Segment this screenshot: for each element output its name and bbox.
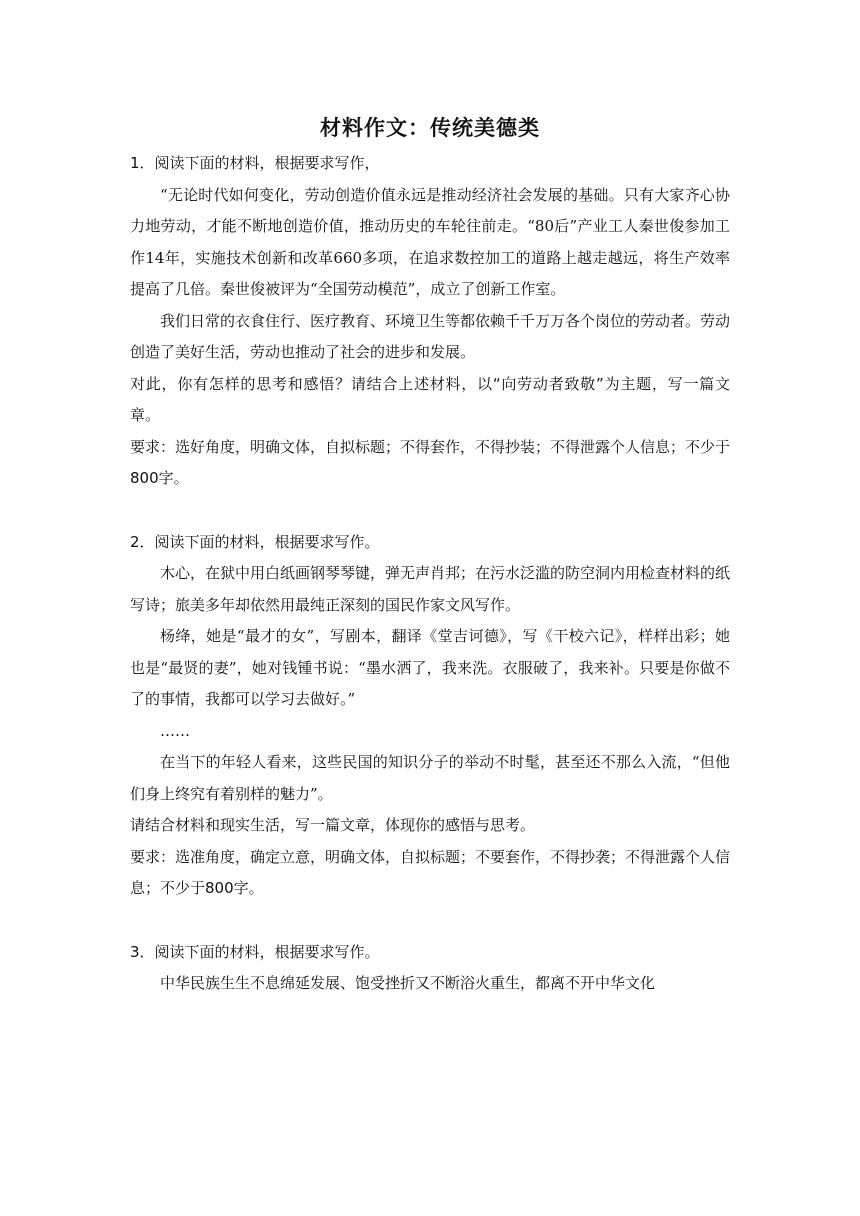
question-2-requirements: 要求：选准角度，确定立意，明确文体，自拟标题；不要套作，不得抄袭；不得泄露个人信息；不少于800字。 xyxy=(130,847,731,897)
question-1 xyxy=(130,148,730,495)
section-gap xyxy=(130,495,730,527)
section-gap xyxy=(130,905,730,937)
page-title: 材料作文：传统美德类 xyxy=(320,116,540,140)
question-2-material-paragraph: 杨绛，她是“最才的女”，写剧本，翻译《堂吉诃德》，写《干校六记》，样样出彩；她也是“最贤的妻”，她对钱锺书说：“墨水洒了，我来洗。衣服破了，我来补。只要是你做不了的事情，我都可以学习去做好。” xyxy=(130,627,730,708)
question-1-requirements: 要求：选好角度，明确文体，自拟标题；不得套作，不得抄装；不得泄露个人信息；不少于800字。 xyxy=(130,437,731,487)
document-page xyxy=(130,112,730,1000)
question-3 xyxy=(130,937,730,1000)
question-2-material-paragraph: 木心，在狱中用白纸画钢琴琴键，弹无声肖邦；在污水泛滥的防空洞内用检查材料的纸写诗；旅美多年却依然用最纯正深刻的国民作家文风写作。 xyxy=(130,564,731,614)
question-1-heading: 1．阅读下面的材料，根据要求写作， xyxy=(130,154,380,172)
question-2-heading: 2．阅读下面的材料，根据要求写作。 xyxy=(130,532,380,551)
question-1-material-paragraph: 我们日常的衣食住行、医疗教育、环境卫生等都依赖千千万万各个岗位的劳动者。劳动创造了美好生活，劳动也推动了社会的进步和发展。 xyxy=(130,311,731,361)
question-2-prompt: 请结合材料和现实生活，写一篇文章，体现你的感悟与思考。 xyxy=(130,816,536,834)
question-2 xyxy=(130,527,730,905)
question-3-material-paragraph: 中华民族生生不息绵延发展、饱受挫折又不断浴火重生，都离不开中华文化 xyxy=(160,974,656,992)
question-2-material-paragraph: 在当下的年轻人看来，这些民国的知识分子的举动不时髦，甚至还不那么入流，“但他们身上终究有着别样的魅力”。 xyxy=(130,753,730,803)
question-3-heading: 3．阅读下面的材料，根据要求写作。 xyxy=(130,942,380,961)
question-2-ellipsis: …… xyxy=(160,721,190,740)
question-1-material-paragraph: “无论时代如何变化，劳动创造价值永远是推动经济社会发展的基础。只有大家齐心协力地劳动，才能不断地创造价值，推动历史的车轮往前走。“80后”产业工人秦世俊参加工作14年，实施技术创新和改革660多项，在追求数控加工的道路上越走越远，将生产效率提高了几倍。秦世俊被评为“全国劳动模范”，成立了创新工作室。 xyxy=(130,185,730,298)
question-1-prompt: 对此，你有怎样的思考和感悟？请结合上述材料，以“向劳动者致敬”为主题，写一篇文章。 xyxy=(130,374,730,424)
